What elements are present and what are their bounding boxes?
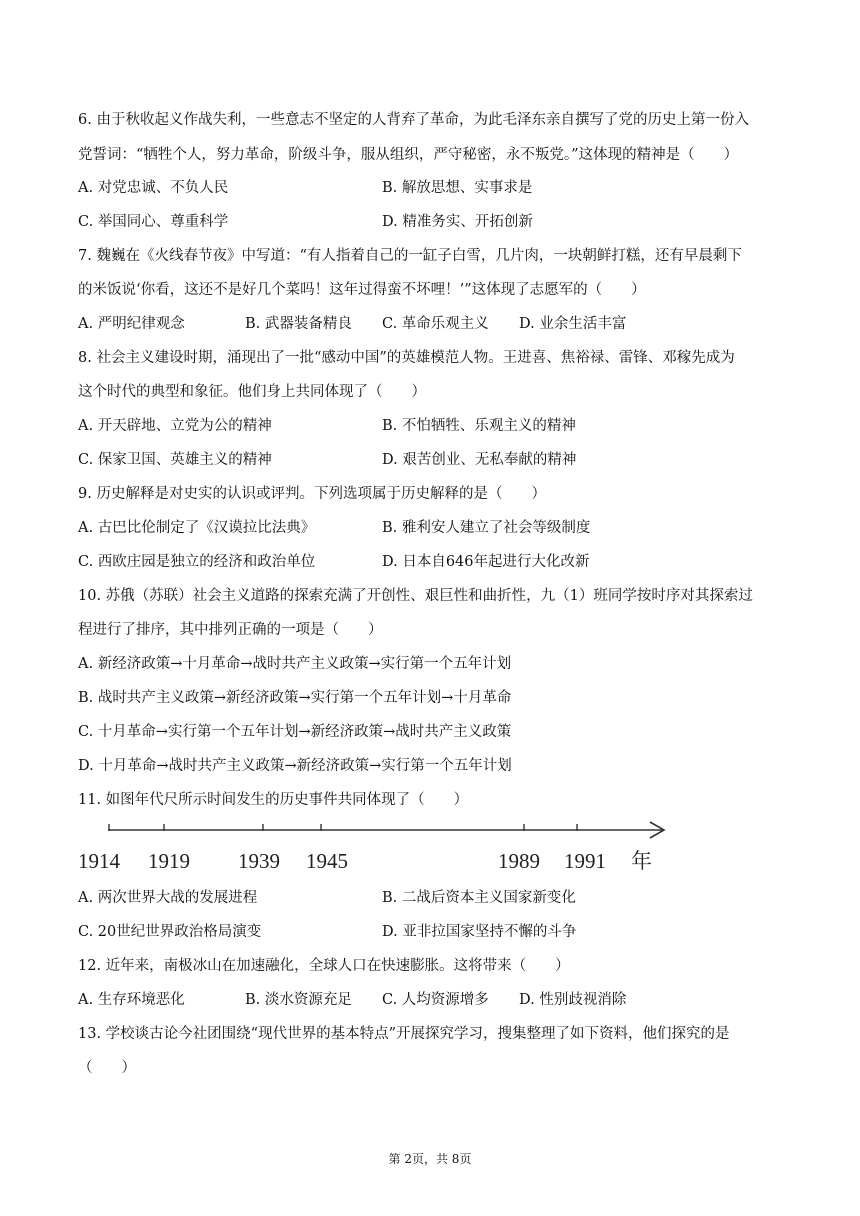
- question-6-option-a: A. 对党忠诚、不负人民: [78, 180, 229, 196]
- question-10-option-b: B. 战时共产主义政策→新经济政策→实行第一个五年计划→十月革命: [78, 690, 512, 706]
- page-number-footer: 第 2页，共 8页: [388, 1152, 472, 1166]
- question-8-stem-line-2: 这个时代的典型和象征。他们身上共同体现了（ ）: [78, 384, 426, 400]
- question-8-stem-line-1: 8. 社会主义建设时期，涌现出了一批“感动中国”的英雄模范人物。王进喜、焦裕禄、雷锋、邓稼先成为: [78, 350, 735, 366]
- question-11-option-b: B. 二战后资本主义国家新变化: [382, 890, 576, 906]
- timeline-figure: [78, 818, 678, 878]
- question-10-option-c: C. 十月革命→实行第一个五年计划→新经济政策→战时共产主义政策: [78, 724, 512, 740]
- timeline-label-1989: 1989: [498, 849, 540, 873]
- question-7-option-b: B. 武器装备精良: [245, 316, 352, 332]
- question-11-option-d: D. 亚非拉国家坚持不懈的斗争: [382, 924, 577, 940]
- question-7-option-c: C. 革命乐观主义: [382, 316, 489, 332]
- question-9-option-a: A. 古巴比伦制定了《汉谟拉比法典》: [78, 520, 316, 536]
- question-12-option-c: C. 人均资源增多: [382, 992, 489, 1008]
- question-10-stem-line-1: 10. 苏俄（苏联）社会主义道路的探索充满了开创性、艰巨性和曲折性，九（1）班同学按时序对其探索过: [78, 588, 753, 604]
- question-8-option-d: D. 艰苦创业、无私奉献的精神: [382, 452, 577, 468]
- question-6-stem-line-2: 党誓词：“牺牲个人，努力革命，阶级斗争，服从组织，严守秘密，永不叛党。”这体现的精神是（ ）: [78, 147, 739, 163]
- question-6-option-d: D. 精准务实、开拓创新: [382, 214, 533, 230]
- timeline-label-1945: 1945: [306, 849, 348, 873]
- question-13-stem-line-1: 13. 学校谈古论今社团围绕“现代世界的基本特点”开展探究学习，搜集整理了如下资料，他们探究的是: [78, 1026, 730, 1042]
- question-9-option-d: D. 日本自646年起进行大化改新: [382, 554, 590, 570]
- question-10-stem-line-2: 程进行了排序，其中排列正确的一项是（ ）: [78, 622, 383, 638]
- question-9-option-b: B. 雅利安人建立了社会等级制度: [382, 520, 591, 536]
- timeline-label-1991: 1991: [564, 849, 606, 873]
- question-11-stem-line-1: 11. 如图年代尺所示时间发生的历史事件共同体现了（ ）: [78, 792, 469, 808]
- question-8-option-b: B. 不怕牺牲、乐观主义的精神: [382, 418, 576, 434]
- question-8-option-c: C. 保家卫国、英雄主义的精神: [78, 452, 272, 468]
- question-7-stem-line-1: 7. 魏巍在《火线春节夜》中写道：“有人指着自己的一缸子白雪，几片肉，一块朝鲜打糕，还有早晨剩下: [78, 248, 742, 264]
- timeline-label-1919: 1919: [148, 849, 190, 873]
- question-7-option-d: D. 业余生活丰富: [519, 316, 627, 332]
- question-12-option-d: D. 性别歧视消除: [519, 992, 627, 1008]
- question-12-option-b: B. 淡水资源充足: [245, 992, 352, 1008]
- question-9-option-c: C. 西欧庄园是独立的经济和政治单位: [78, 554, 316, 570]
- question-6-option-b: B. 解放思想、实事求是: [382, 180, 533, 196]
- timeline-label-1939: 1939: [238, 849, 280, 873]
- question-10-option-d: D. 十月革命→战时共产主义政策→新经济政策→实行第一个五年计划: [78, 758, 512, 774]
- question-11-option-c: C. 20世纪世界政治格局演变: [78, 924, 262, 940]
- question-12-stem-line-1: 12. 近年来，南极冰山在加速融化，全球人口在快速膨胀。这将带来（ ）: [78, 958, 570, 974]
- question-6-option-c: C. 举国同心、尊重科学: [78, 214, 229, 230]
- question-9-stem-line-1: 9. 历史解释是对史实的认识或评判。下列选项属于历史解释的是（ ）: [78, 486, 546, 502]
- question-8-option-a: A. 开天辟地、立党为公的精神: [78, 418, 272, 434]
- question-6-stem-line-1: 6. 由于秋收起义作战失利，一些意志不坚定的人背弃了革命，为此毛泽东亲自撰写了党的历史上第一份入: [78, 112, 749, 128]
- question-13-stem-line-2: （ ）: [78, 1060, 136, 1076]
- question-7-option-a: A. 严明纪律观念: [78, 316, 185, 332]
- timeline-label-1914: 1914: [78, 849, 120, 873]
- question-7-stem-line-2: 的米饭说‘你看，这还不是好几个菜吗！这年过得蛮不坏哩！’”这体现了志愿军的（ ）: [78, 282, 646, 298]
- timeline-axis: [78, 818, 678, 878]
- question-12-option-a: A. 生存环境恶化: [78, 992, 185, 1008]
- question-10-option-a: A. 新经济政策→十月革命→战时共产主义政策→实行第一个五年计划: [78, 656, 512, 672]
- question-11-option-a: A. 两次世界大战的发展进程: [78, 890, 258, 906]
- timeline-unit-label: 年: [631, 849, 652, 873]
